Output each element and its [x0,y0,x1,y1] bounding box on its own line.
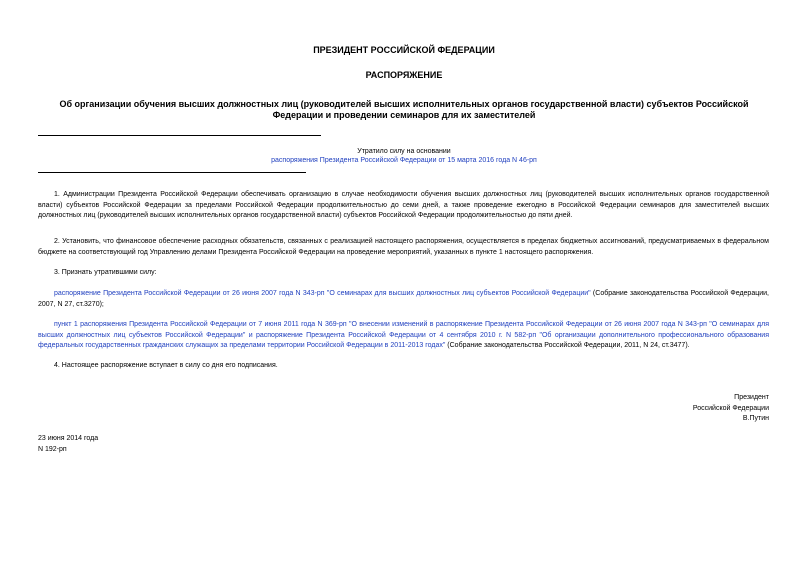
document-number: N 192-рп [38,445,67,453]
document-type: РАСПОРЯЖЕНИЕ [365,70,443,80]
paragraph-4: 4. Настоящее распоряжение вступает в силу со дня его подписания. [54,362,278,369]
notice-divider [38,172,306,173]
repealed-item-2-source: (Собрание законодательства Российской Федерации, 2011, N 24, ст.3477). [445,342,690,349]
title-divider [38,135,321,136]
document-title [38,99,770,121]
signature-position: Президент [734,394,769,401]
signature-name: В.Путин [742,415,769,422]
paragraph-1: 1. Администрации Президента Российской Федерации обеспечивать организацию в случае необходимости обучения высших должностных лиц (руководителей высших исполнительных органов государственной власти) субъектов Российской Федерации за пределами Российской Федерации продолжительностью до семи дней, а также проведение ежегодно в Российской Федерации семинаров для заместителей высших должностных лиц (руководителей высших исполнительных органов государственной власти) субъектов Российской Федерации продолжительностью до пяти дней. [38,191,769,219]
paragraph-2: 2. Установить, что финансовое обеспечение расходных обязательств, связанных с реализацией настоящего распоряжения, осуществляется в пределах бюджетных ассигнований, предусматриваемых в федеральном бюджете на соответствующий год Управлению делами Президента Российской Федерации на проведение мероприятий, указанных в пункте 1 настоящего распоряжения. [38,238,769,256]
repealed-item-1 [38,289,769,310]
document-date: 23 июня 2014 года [38,435,99,442]
repeal-notice [38,147,770,165]
document-title-line-1: Об организации обучения высших должностных лиц (руководителей высших исполнительных органов государственной власти) субъектов Российской [59,99,749,109]
date-number-block [38,434,98,455]
document-title-line-2: Федерации и проведении семинаров для их заместителей [272,110,536,120]
signature-country: Российской Федерации [692,404,769,412]
repealed-item-1-link[interactable]: распоряжение Президента Российской Федерации от 26 июня 2007 года N 343-рп "О семинарах для высших должностных лиц субъектов Российской Федерации" [54,290,591,297]
repealed-item-2-link[interactable]: пункт 1 распоряжения Президента Российской Федерации от 7 июня 2011 года N 369-рп "О внесении изменений в распоряжение Президента Российской Федерации от 26 июня 2007 года N 343-рп "О семинарах для высших должностных лиц субъектов Российской Федерации" и распоряжение Президента Российской Федерации от 4 сентября 2010 г. N 582-рп "Об организации дополнительного профессионального образования федеральных государственных гражданских служащих за пределами территории Российской Федерации в 2011-2013 годах" [38,321,769,349]
issuing-authority: ПРЕЗИДЕНТ РОССИЙСКОЙ ФЕДЕРАЦИИ [313,45,495,55]
repealed-item-1-source: (Собрание законодательства Российской Федерации, 2007, N 27, ст.3270); [38,290,769,308]
repeal-notice-link[interactable]: распоряжения Президента Российской Федерации от 15 марта 2016 года N 46-рп [271,157,537,164]
paragraph-3: 3. Признать утратившими силу: [54,269,157,276]
repealed-item-2 [38,320,769,352]
signature-block [693,393,769,425]
repeal-notice-text: Утратило силу на основании [357,148,451,155]
